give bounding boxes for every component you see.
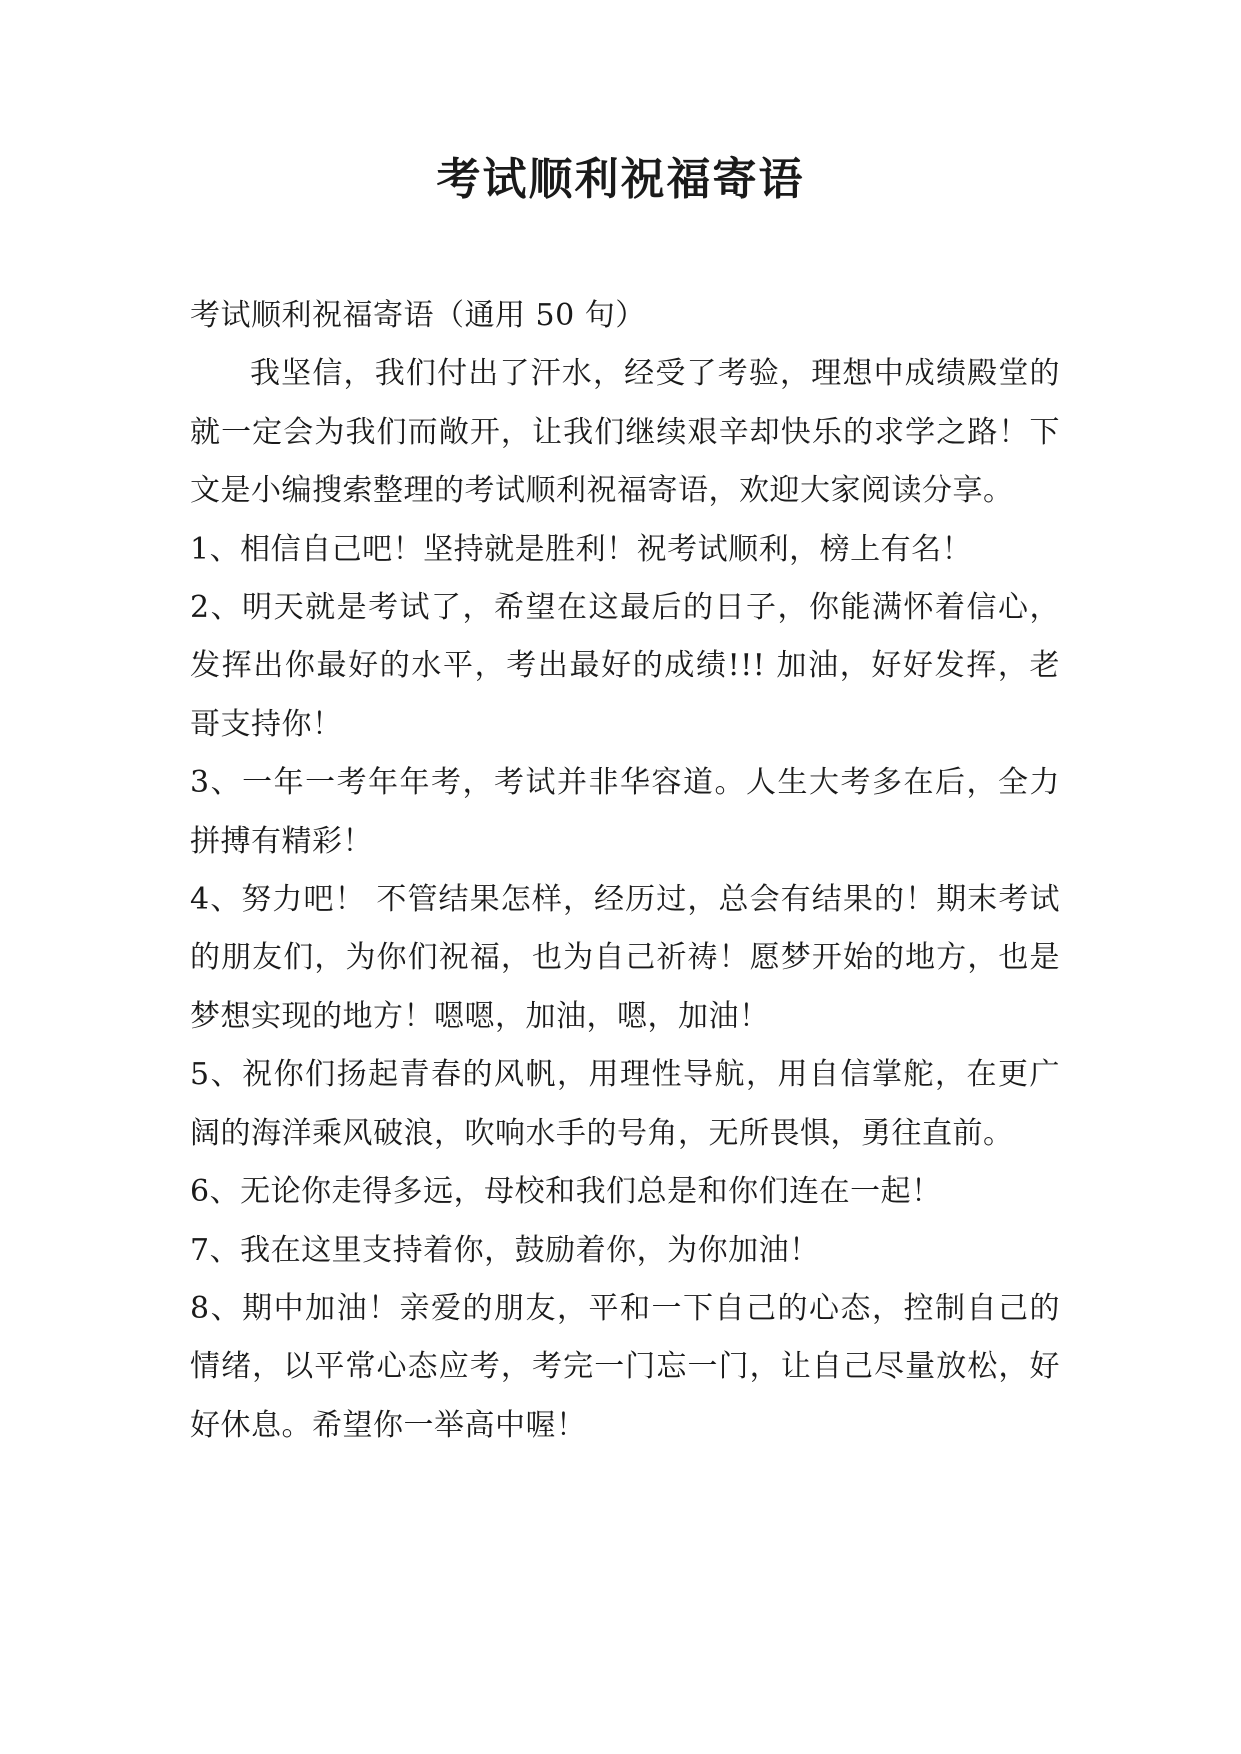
blessing-item-5: 5、祝你们扬起青春的风帆，用理性导航，用自信掌舵，在更广阔的海洋乘风破浪，吹响水手的号角，无所畏惧，勇往直前。 (190, 1057, 1060, 1151)
blessing-item-8: 8、期中加油！亲爱的朋友，平和一下自己的心态，控制自己的情绪，以平常心态应考，考完一门忘一门，让自己尽量放松，好好休息。希望你一举高中喔！ (190, 1290, 1060, 1443)
intro-paragraph: 我坚信，我们付出了汗水，经受了考验，理想中成绩殿堂的就一定会为我们而敞开，让我们继续艰辛却快乐的求学之路！下文是小编搜索整理的考试顺利祝福寄语，欢迎大家阅读分享。 (190, 356, 1060, 509)
blessing-item-3: 3、一年一考年年考，考试并非华容道。人生大考多在后，全力拼搏有精彩！ (190, 765, 1060, 859)
blessing-item-7: 7、我在这里支持着你，鼓励着你，为你加油！ (190, 1232, 820, 1268)
blessing-item-4: 4、努力吧！ 不管结果怎样，经历过，总会有结果的！期末考试的朋友们，为你们祝福，也为自己祈祷！愿梦开始的地方，也是梦想实现的地方！嗯嗯，加油，嗯，加油！ (190, 882, 1060, 1034)
blessing-item-6: 6、无论你走得多远，母校和我们总是和你们连在一起！ (190, 1174, 942, 1210)
document-body (190, 287, 1060, 1455)
blessing-item-2: 2、明天就是考试了，希望在这最后的日子，你能满怀着信心，发挥出你最好的水平，考出最好的成绩!!! 加油，好好发挥，老哥支持你！ (190, 590, 1060, 742)
blessing-item-1: 1、相信自己吧！坚持就是胜利！祝考试顺利，榜上有名！ (190, 531, 973, 567)
document-title: 考试顺利祝福寄语 (436, 154, 805, 205)
document-subtitle: 考试顺利祝福寄语（通用 50 句） (190, 298, 646, 333)
